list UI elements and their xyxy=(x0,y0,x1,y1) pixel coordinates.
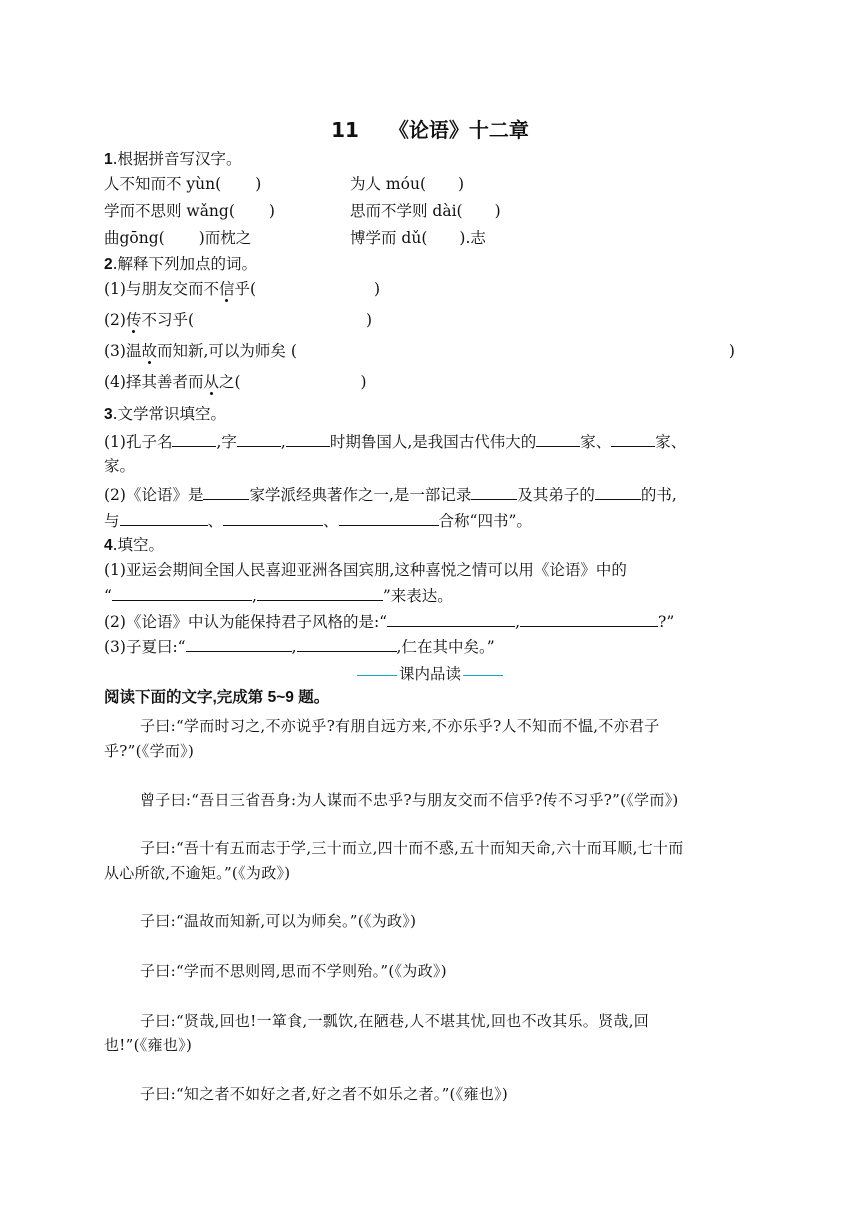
answer-blank[interactable] xyxy=(172,431,216,447)
q1-row-3: 曲gōng( )而枕之 xyxy=(104,229,252,247)
section-rule-right xyxy=(463,675,503,676)
reading-paragraph: 子曰:“吾十有五而志于学,三十而立,四十而不惑,五十而知天命,六十而耳顺,七十而 xyxy=(140,839,684,857)
q1-heading: 1.根据拼音写汉字。 xyxy=(104,150,242,168)
q3-line-4: 与 、 、 合称“四书”。 xyxy=(104,512,532,530)
answer-blank[interactable] xyxy=(203,484,249,500)
answer-blank[interactable] xyxy=(297,636,397,652)
q2-item-1: (1)与朋友交而不信乎( ) xyxy=(104,280,381,298)
answer-blank[interactable] xyxy=(186,636,292,652)
q1-row-2: 学而不思则 wǎng( ) xyxy=(104,202,275,220)
q4-line-2: “ , ”来表达。 xyxy=(104,587,453,605)
reading-paragraph: 曾子曰:“吾日三省吾身:为人谋而不忠乎?与朋友交而不信乎?传不习乎?”(《学而》) xyxy=(140,791,679,809)
q2-item-3: (3)温故而知新,可以为师矣 ( ) xyxy=(104,342,735,360)
answer-blank[interactable] xyxy=(237,431,281,447)
q2-item-4: (4)择其善者而从之( ) xyxy=(104,373,367,391)
page-title: 11 《论语》十二章 xyxy=(331,118,529,142)
answer-blank[interactable] xyxy=(286,431,330,447)
q4-heading: 4.填空。 xyxy=(104,536,165,554)
answer-blank[interactable] xyxy=(595,484,641,500)
q3-line-2: 家。 xyxy=(104,457,136,475)
q2-item-2: (2)传不习乎( ) xyxy=(104,311,373,329)
answer-blank[interactable] xyxy=(112,585,252,601)
q3-heading: 3.文学常识填空。 xyxy=(104,405,227,423)
answer-blank[interactable] xyxy=(223,510,323,526)
q4-line-3: (2)《论语》中认为能保持君子风格的是:“ , ?” xyxy=(104,613,675,631)
q3-line-3: (2)《论语》是 家学派经典著作之一,是一部记录 及其弟子的 的书, xyxy=(104,486,677,504)
reading-intro: 阅读下面的文字,完成第 5~9 题。 xyxy=(104,689,330,706)
answer-blank[interactable] xyxy=(387,611,515,627)
answer-blank[interactable] xyxy=(611,431,655,447)
q1-row-2b: 思而不学则 dài( ) xyxy=(350,202,501,220)
answer-blank[interactable] xyxy=(536,431,580,447)
reading-paragraph-cont: 乎?”(《学而》) xyxy=(104,742,195,760)
answer-blank[interactable] xyxy=(520,611,658,627)
reading-paragraph: 子曰:“温故而知新,可以为师矣。”(《为政》) xyxy=(140,912,417,930)
reading-paragraph-cont: 从心所欲,不逾矩。”(《为政》) xyxy=(104,864,291,882)
q4-line-4: (3)子夏曰:“ , ,仁在其中矣。” xyxy=(104,638,495,656)
answer-blank[interactable] xyxy=(339,510,439,526)
reading-paragraph: 子曰:“知之者不如好之者,好之者不如乐之者。”(《雍也》) xyxy=(140,1085,509,1103)
reading-paragraph: 子曰:“学而不思则罔,思而不学则殆。”(《为政》) xyxy=(140,962,447,980)
reading-paragraph-cont: 也!”(《雍也》) xyxy=(104,1036,193,1054)
q2-heading: 2.解释下列加点的词。 xyxy=(104,255,258,273)
section-rule-left xyxy=(357,675,397,676)
q1-row-1b: 为人 móu( ) xyxy=(350,175,465,193)
q1-row-3b: 博学而 dǔ( ).志 xyxy=(350,229,486,247)
answer-blank[interactable] xyxy=(257,585,383,601)
q1-row-1: 人不知而不 yùn( ) xyxy=(104,175,262,193)
reading-paragraph: 子曰:“学而时习之,不亦说乎?有朋自远方来,不亦乐乎?人不知而不愠,不亦君子 xyxy=(140,717,660,735)
section-header: 课内品读 xyxy=(0,662,860,684)
q4-line-1: (1)亚运会期间全国人民喜迎亚洲各国宾朋,这种喜悦之情可以用《论语》中的 xyxy=(104,561,627,579)
answer-blank[interactable] xyxy=(471,484,517,500)
q3-line-1: (1)孔子名 ,字 , 时期鲁国人,是我国古代伟大的 家、 家、 xyxy=(104,433,687,451)
reading-paragraph: 子曰:“贤哉,回也!一箪食,一瓢饮,在陋巷,人不堪其忧,回也不改其乐。贤哉,回 xyxy=(140,1012,650,1030)
answer-blank[interactable] xyxy=(120,510,208,526)
